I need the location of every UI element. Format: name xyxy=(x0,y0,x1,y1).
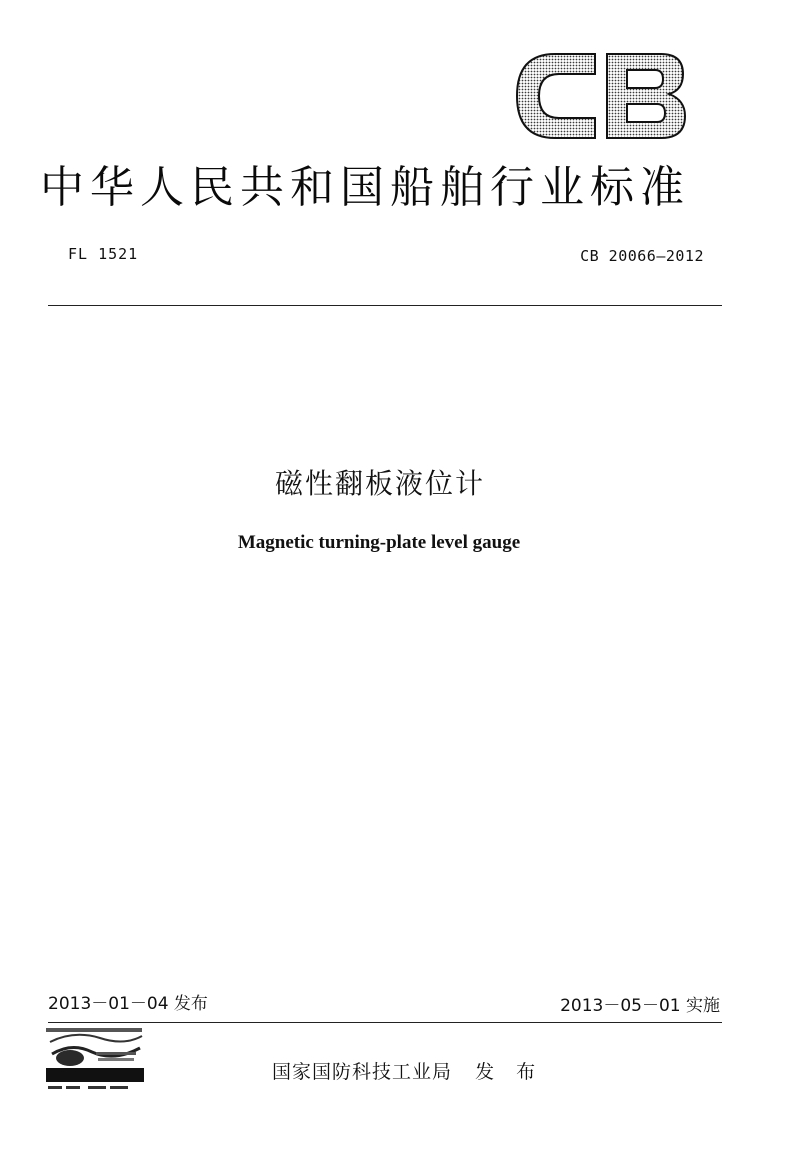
standard-category-title: 中华人民共和国船舶行业标准 xyxy=(40,162,690,213)
header-divider xyxy=(48,305,722,306)
publisher-name: 国家国防科技工业局 xyxy=(272,1061,453,1083)
cb-logo xyxy=(515,52,687,140)
issue-date: 2013－01－04 发布 xyxy=(48,994,208,1014)
anti-counterfeit-seal xyxy=(44,1024,148,1096)
seal-graphic xyxy=(44,1024,148,1096)
publisher-action: 发 布 xyxy=(475,1061,544,1083)
document-title-english: Magnetic turning-plate level gauge xyxy=(237,532,521,553)
implementation-date: 2013－05－01 实施 xyxy=(560,996,720,1016)
cb-logo-graphic xyxy=(515,52,687,140)
classification-code: FL 1521 xyxy=(68,245,139,263)
standard-number: CB 20066—2012 xyxy=(580,247,704,265)
publisher-line xyxy=(272,1057,543,1084)
footer-divider xyxy=(48,1022,722,1023)
document-title-chinese: 磁性翻板液位计 xyxy=(274,467,485,500)
